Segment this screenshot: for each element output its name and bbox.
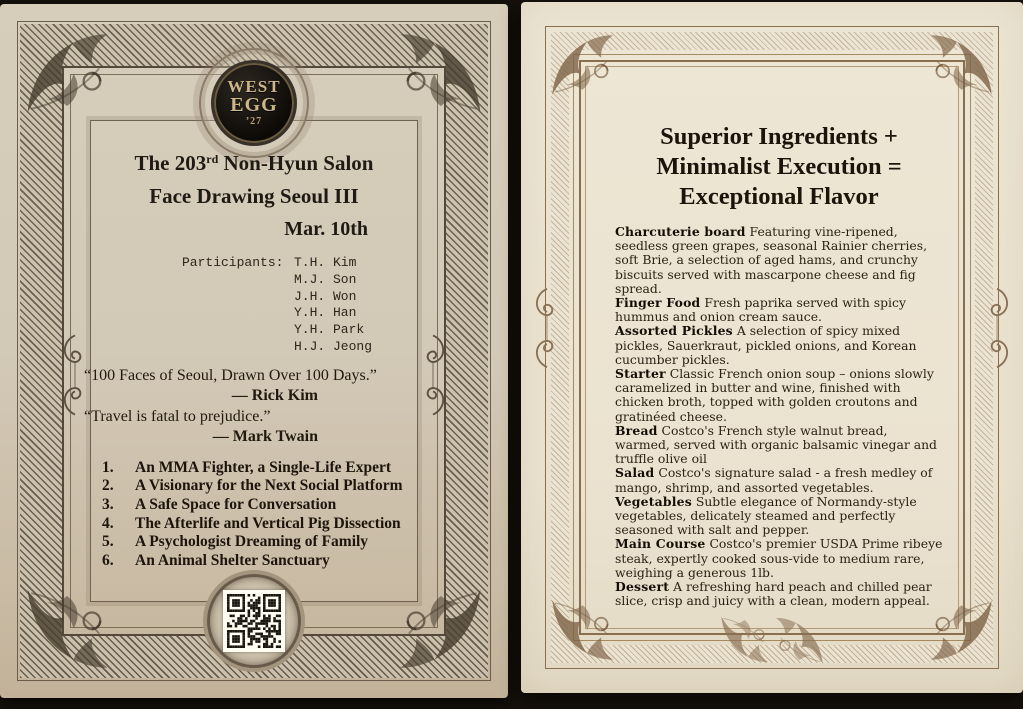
topic-text: An MMA Fighter, a Single-Life Expert (135, 458, 392, 476)
menu-item-label: Dessert (615, 579, 670, 595)
menu-title-line3: Exceptional Flavor (679, 183, 879, 210)
menu-item-label: Starter (615, 366, 666, 382)
quote-text: “Travel is fatal to prejudice.” (84, 407, 271, 425)
participant-name: M.J. Son (294, 271, 357, 287)
menu-item-label: Main Course (615, 536, 706, 552)
qr-code (223, 590, 285, 652)
participant-name: Y.H. Park (294, 322, 365, 338)
topic-row (102, 459, 508, 478)
logo-text: EGG (230, 94, 278, 116)
menu-card (521, 2, 1023, 693)
menu-item-description: Classic French onion soup – onions slowly caramelized in butter and wine, finished with chicken broth, topped with golden croutons and gratinéed cheese. (615, 366, 934, 424)
participant-name: T.H. Kim (294, 255, 357, 270)
menu-items (615, 225, 943, 608)
menu-title-line2: Minimalist Execution = (656, 153, 902, 180)
ordinal-suffix: rd (206, 152, 219, 166)
salon-title-prefix: The 203 (134, 151, 207, 175)
menu-item-description: A selection of spicy mixed pickles, Sauerkraut, pickled onions, and Korean cucumber pickles. (615, 323, 917, 367)
topic-text: A Psychologist Dreaming of Family (135, 533, 369, 551)
topic-number: 4. (102, 514, 114, 532)
menu-item-label: Bread (615, 422, 658, 438)
logo-year: ’27 (245, 116, 263, 127)
menu-item-description: A refreshing hard peach and chilled pear slice, crisp and juicy with a clean, modern appeal. (615, 579, 932, 609)
menu-item-description: Costco's signature salad - a fresh medley of mango, shrimp, and assorted vegetables. (615, 465, 933, 495)
menu-item-description: Subtle elegance of Normandy-style vegetables, delicately steamed and perfectly seasoned with salt and pepper. (615, 493, 917, 538)
logo-text: WEST (227, 77, 281, 96)
menu-item-description: Costco's premier USDA Prime ribeye steak, expertly cooked sous-vide to medium rare, weighing a generous 1lb. (615, 536, 943, 580)
topic-text: An Animal Shelter Sanctuary (135, 551, 330, 569)
topics-list (0, 459, 508, 571)
menu-item (615, 296, 943, 324)
menu-item-label: Salad (615, 465, 655, 481)
topic-number: 3. (102, 495, 114, 513)
participant-name: H.J. Jeong (294, 338, 373, 354)
qr-medallion (207, 574, 301, 668)
topic-row (102, 533, 508, 552)
menu-item (615, 495, 943, 538)
quote-attribution: — Rick Kim (231, 387, 318, 405)
salon-title-line1 (0, 146, 508, 176)
menu-item-description: Featuring vine-ripened, seedless green grapes, seasonal Rainier cherries, soft Brie, a selection of aged hams, and crunchy biscuits served with mascarpone cheese and fig spread. (615, 224, 928, 296)
participant-name: J.H. Won (294, 288, 357, 304)
qr-code-icon (227, 594, 281, 648)
menu-title-line1: Superior Ingredients + (660, 123, 898, 150)
participant-name: Y.H. Han (294, 305, 357, 321)
menu-item (615, 225, 943, 296)
menu-item-description: Fresh paprika served with spicy hummus and onion cream sauce. (615, 295, 906, 325)
quote-text: “100 Faces of Seoul, Drawn Over 100 Days.” (84, 366, 377, 384)
menu-item (615, 324, 943, 367)
topic-number: 5. (102, 533, 114, 551)
menu-item (615, 580, 943, 608)
menu-item-label: Assorted Pickles (615, 323, 733, 339)
topic-number: 1. (102, 458, 114, 476)
topic-number: 2. (102, 477, 114, 495)
topic-row (102, 552, 508, 571)
menu-card-content (521, 2, 1023, 693)
salon-title-suffix: Non-Hyun Salon (218, 151, 374, 175)
menu-item-label: Finger Food (615, 295, 701, 311)
topic-row (102, 496, 508, 515)
menu-item-label: Charcuterie board (615, 224, 746, 239)
menu-item (615, 424, 943, 467)
topic-text: The Afterlife and Vertical Pig Dissection (135, 514, 401, 532)
topic-text: A Visionary for the Next Social Platform (135, 477, 403, 495)
salon-title-line2: Face Drawing Seoul III (149, 184, 359, 208)
salon-card (0, 4, 508, 698)
topic-number: 6. (102, 551, 114, 569)
quotes (0, 366, 508, 448)
menu-item-label: Vegetables (615, 493, 692, 509)
participants-names (294, 255, 508, 356)
menu-item (615, 537, 943, 580)
participants-label: Participants: (182, 255, 284, 270)
salon-date: Mar. 10th (284, 218, 368, 240)
topic-row (102, 477, 508, 496)
menu-item-description: Costco's French style walnut bread, warmed, served with organic balsamic vinegar and truffle olive oil (615, 422, 937, 467)
menu-item (615, 466, 943, 494)
quote-attribution: — Mark Twain (212, 428, 318, 446)
participants-block (0, 255, 508, 356)
topic-text: A Safe Space for Conversation (135, 495, 337, 513)
topic-row (102, 515, 508, 534)
menu-item (615, 367, 943, 424)
